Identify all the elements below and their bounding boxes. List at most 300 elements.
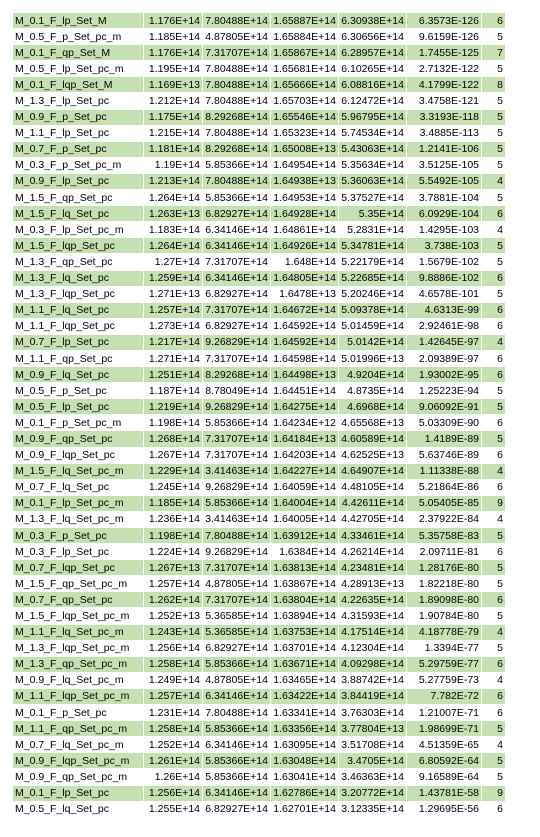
row-label-cell[interactable]: M_0.1_F_lp_Set_pc_m xyxy=(13,495,144,511)
table-row[interactable] xyxy=(13,190,506,206)
row-label-cell[interactable]: M_0.7_F_p_Set_pc xyxy=(13,141,144,157)
value-cell[interactable]: 5 xyxy=(482,254,506,270)
value-cell[interactable]: 1.63422E+14 xyxy=(271,688,339,704)
value-cell[interactable]: 4.8735E+14 xyxy=(339,383,407,399)
value-cell[interactable]: 4.48105E+14 xyxy=(339,479,407,495)
table-row[interactable] xyxy=(13,173,506,189)
value-cell[interactable]: 5.36585E+14 xyxy=(203,624,271,640)
value-cell[interactable]: 1.251E+14 xyxy=(144,367,203,383)
row-label-cell[interactable]: M_0.7_F_lqp_Set_pc xyxy=(13,560,144,576)
table-row[interactable] xyxy=(13,495,506,511)
value-cell[interactable]: 7.31707E+14 xyxy=(203,350,271,366)
value-cell[interactable]: 6.82927E+14 xyxy=(203,286,271,302)
value-cell[interactable]: 1.19E+14 xyxy=(144,157,203,173)
value-cell[interactable]: 6 xyxy=(482,318,506,334)
table-row[interactable] xyxy=(13,640,506,656)
value-cell[interactable]: 5.43063E+14 xyxy=(339,141,407,157)
value-cell[interactable]: 1.64926E+14 xyxy=(271,238,339,254)
value-cell[interactable]: 6.28957E+14 xyxy=(339,45,407,61)
table-row[interactable] xyxy=(13,705,506,721)
value-cell[interactable]: 1.267E+14 xyxy=(144,447,203,463)
value-cell[interactable]: 6 xyxy=(482,656,506,672)
table-row[interactable] xyxy=(13,383,506,399)
row-label-cell[interactable]: M_1.5_F_lqp_Set_pc xyxy=(13,238,144,254)
value-cell[interactable]: 4.33461E+14 xyxy=(339,528,407,544)
row-label-cell[interactable]: M_1.3_F_qp_Set_pc xyxy=(13,254,144,270)
table-row[interactable] xyxy=(13,672,506,688)
value-cell[interactable]: 1.258E+14 xyxy=(144,656,203,672)
value-cell[interactable]: 4.09298E+14 xyxy=(339,656,407,672)
row-label-cell[interactable]: M_0.7_F_lq_Set_pc_m xyxy=(13,737,144,753)
value-cell[interactable]: 5.0142E+14 xyxy=(339,334,407,350)
value-cell[interactable]: 7.782E-72 xyxy=(407,688,482,704)
value-cell[interactable]: 6 xyxy=(482,801,506,817)
value-cell[interactable]: 1.43781E-58 xyxy=(407,785,482,801)
value-cell[interactable]: 1.64234E+12 xyxy=(271,415,339,431)
value-cell[interactable]: 5 xyxy=(482,190,506,206)
value-cell[interactable]: 3.46363E+14 xyxy=(339,769,407,785)
value-cell[interactable]: 6 xyxy=(482,270,506,286)
value-cell[interactable]: 3.41463E+14 xyxy=(203,463,271,479)
value-cell[interactable]: 5 xyxy=(482,109,506,125)
value-cell[interactable]: 1.4295E-103 xyxy=(407,222,482,238)
value-cell[interactable]: 7.80488E+14 xyxy=(203,125,271,141)
value-cell[interactable]: 5 xyxy=(482,560,506,576)
value-cell[interactable]: 4.51359E-65 xyxy=(407,737,482,753)
value-cell[interactable]: 5 xyxy=(482,125,506,141)
value-cell[interactable]: 5.01459E+14 xyxy=(339,318,407,334)
value-cell[interactable]: 6 xyxy=(482,206,506,222)
value-cell[interactable]: 6 xyxy=(482,705,506,721)
value-cell[interactable]: 4.31593E+14 xyxy=(339,608,407,624)
row-label-cell[interactable]: M_0.1_F_lp_Set_M xyxy=(13,13,144,29)
row-label-cell[interactable]: M_0.9_F_lp_Set_pc xyxy=(13,173,144,189)
value-cell[interactable]: 1.63701E+14 xyxy=(271,640,339,656)
value-cell[interactable]: 5.35634E+14 xyxy=(339,157,407,173)
value-cell[interactable]: 5 xyxy=(482,640,506,656)
value-cell[interactable]: 4 xyxy=(482,173,506,189)
table-row[interactable] xyxy=(13,801,506,817)
row-label-cell[interactable]: M_1.1_F_lq_Set_pc xyxy=(13,302,144,318)
value-cell[interactable]: 1.648E+14 xyxy=(271,254,339,270)
value-cell[interactable]: 8.78049E+14 xyxy=(203,383,271,399)
value-cell[interactable]: 1.195E+14 xyxy=(144,61,203,77)
value-cell[interactable]: 1.64592E+14 xyxy=(271,334,339,350)
value-cell[interactable]: 1.64004E+14 xyxy=(271,495,339,511)
table-row[interactable] xyxy=(13,544,506,560)
value-cell[interactable]: 2.09711E-81 xyxy=(407,544,482,560)
value-cell[interactable]: 4 xyxy=(482,334,506,350)
value-cell[interactable]: 1.64275E+14 xyxy=(271,399,339,415)
value-cell[interactable]: 1.63465E+14 xyxy=(271,672,339,688)
value-cell[interactable]: 9.26829E+14 xyxy=(203,334,271,350)
value-cell[interactable]: 7.80488E+14 xyxy=(203,528,271,544)
value-cell[interactable]: 1.64592E+14 xyxy=(271,318,339,334)
value-cell[interactable]: 5 xyxy=(482,157,506,173)
row-label-cell[interactable]: M_1.5_F_qp_Set_pc_m xyxy=(13,576,144,592)
table-row[interactable] xyxy=(13,318,506,334)
value-cell[interactable]: 1.65323E+14 xyxy=(271,125,339,141)
value-cell[interactable]: 1.64598E+14 xyxy=(271,350,339,366)
value-cell[interactable]: 1.64861E+14 xyxy=(271,222,339,238)
value-cell[interactable]: 6.12472E+14 xyxy=(339,93,407,109)
value-cell[interactable]: 6.34146E+14 xyxy=(203,688,271,704)
value-cell[interactable]: 7.80488E+14 xyxy=(203,173,271,189)
value-cell[interactable]: 5.05405E-85 xyxy=(407,495,482,511)
value-cell[interactable]: 1.63912E+14 xyxy=(271,528,339,544)
value-cell[interactable]: 1.3394E-77 xyxy=(407,640,482,656)
value-cell[interactable]: 6.80592E-64 xyxy=(407,753,482,769)
value-cell[interactable]: 1.4189E-89 xyxy=(407,431,482,447)
value-cell[interactable]: 5.36585E+14 xyxy=(203,608,271,624)
value-cell[interactable]: 1.187E+14 xyxy=(144,383,203,399)
value-cell[interactable]: 1.64184E+13 xyxy=(271,431,339,447)
value-cell[interactable]: 4 xyxy=(482,463,506,479)
value-cell[interactable]: 6.08816E+14 xyxy=(339,77,407,93)
value-cell[interactable]: 1.65887E+14 xyxy=(271,13,339,29)
value-cell[interactable]: 4 xyxy=(482,511,506,527)
table-row[interactable] xyxy=(13,334,506,350)
value-cell[interactable]: 1.63813E+14 xyxy=(271,560,339,576)
value-cell[interactable]: 3.12335E+14 xyxy=(339,801,407,817)
value-cell[interactable]: 1.63671E+14 xyxy=(271,656,339,672)
row-label-cell[interactable]: M_0.9_F_qp_Set_pc_m xyxy=(13,769,144,785)
value-cell[interactable]: 1.2141E-106 xyxy=(407,141,482,157)
value-cell[interactable]: 5.85366E+14 xyxy=(203,157,271,173)
value-cell[interactable]: 3.3193E-118 xyxy=(407,109,482,125)
table-row[interactable] xyxy=(13,286,506,302)
table-row[interactable] xyxy=(13,270,506,286)
value-cell[interactable]: 1.26E+14 xyxy=(144,769,203,785)
value-cell[interactable]: 3.738E-103 xyxy=(407,238,482,254)
value-cell[interactable]: 1.64451E+14 xyxy=(271,383,339,399)
table-row[interactable] xyxy=(13,463,506,479)
value-cell[interactable]: 1.273E+14 xyxy=(144,318,203,334)
value-cell[interactable]: 1.65703E+14 xyxy=(271,93,339,109)
value-cell[interactable]: 1.64938E+13 xyxy=(271,173,339,189)
table-row[interactable] xyxy=(13,608,506,624)
value-cell[interactable]: 6.34146E+14 xyxy=(203,222,271,238)
value-cell[interactable]: 1.236E+14 xyxy=(144,511,203,527)
value-cell[interactable]: 1.6384E+14 xyxy=(271,544,339,560)
table-row[interactable] xyxy=(13,511,506,527)
value-cell[interactable]: 1.90784E-80 xyxy=(407,608,482,624)
row-label-cell[interactable]: M_0.5_F_lq_Set_pc xyxy=(13,801,144,817)
value-cell[interactable]: 5 xyxy=(482,286,506,302)
value-cell[interactable]: 8.29268E+14 xyxy=(203,141,271,157)
table-row[interactable] xyxy=(13,624,506,640)
value-cell[interactable]: 1.263E+13 xyxy=(144,206,203,222)
value-cell[interactable]: 4.87805E+14 xyxy=(203,29,271,45)
value-cell[interactable]: 1.89098E-80 xyxy=(407,592,482,608)
table-row[interactable] xyxy=(13,302,506,318)
row-label-cell[interactable]: M_0.9_F_lq_Set_pc xyxy=(13,367,144,383)
value-cell[interactable]: 9.26829E+14 xyxy=(203,479,271,495)
value-cell[interactable]: 1.63048E+14 xyxy=(271,753,339,769)
row-label-cell[interactable]: M_0.5_F_lp_Set_pc_m xyxy=(13,61,144,77)
value-cell[interactable]: 3.4885E-113 xyxy=(407,125,482,141)
row-label-cell[interactable]: M_0.1_F_lqp_Set_M xyxy=(13,77,144,93)
value-cell[interactable]: 5.85366E+14 xyxy=(203,656,271,672)
value-cell[interactable]: 1.243E+14 xyxy=(144,624,203,640)
value-cell[interactable]: 7.80488E+14 xyxy=(203,705,271,721)
value-cell[interactable]: 9.06092E-91 xyxy=(407,399,482,415)
value-cell[interactable]: 9.8886E-102 xyxy=(407,270,482,286)
table-row[interactable] xyxy=(13,721,506,737)
table-row[interactable] xyxy=(13,206,506,222)
value-cell[interactable]: 1.63753E+14 xyxy=(271,624,339,640)
value-cell[interactable]: 4.6968E+14 xyxy=(339,399,407,415)
value-cell[interactable]: 1.21007E-71 xyxy=(407,705,482,721)
value-cell[interactable]: 5.2831E+14 xyxy=(339,222,407,238)
value-cell[interactable]: 6.82927E+14 xyxy=(203,801,271,817)
value-cell[interactable]: 4 xyxy=(482,737,506,753)
value-cell[interactable]: 1.231E+14 xyxy=(144,705,203,721)
value-cell[interactable]: 1.181E+14 xyxy=(144,141,203,157)
value-cell[interactable]: 4.65568E+13 xyxy=(339,415,407,431)
value-cell[interactable]: 6 xyxy=(482,479,506,495)
value-cell[interactable]: 1.27E+14 xyxy=(144,254,203,270)
value-cell[interactable]: 6 xyxy=(482,688,506,704)
value-cell[interactable]: 9.6159E-126 xyxy=(407,29,482,45)
value-cell[interactable]: 4.62525E+13 xyxy=(339,447,407,463)
value-cell[interactable]: 4.42705E+14 xyxy=(339,511,407,527)
value-cell[interactable]: 1.252E+14 xyxy=(144,737,203,753)
value-cell[interactable]: 1.93002E-95 xyxy=(407,367,482,383)
value-cell[interactable]: 1.176E+14 xyxy=(144,13,203,29)
value-cell[interactable]: 9.26829E+14 xyxy=(203,399,271,415)
value-cell[interactable]: 7.31707E+14 xyxy=(203,254,271,270)
value-cell[interactable]: 4 xyxy=(482,672,506,688)
value-cell[interactable]: 7.80488E+14 xyxy=(203,77,271,93)
value-cell[interactable]: 5 xyxy=(482,141,506,157)
value-cell[interactable]: 4.87805E+14 xyxy=(203,672,271,688)
value-cell[interactable]: 1.5679E-102 xyxy=(407,254,482,270)
value-cell[interactable]: 6.30938E+14 xyxy=(339,13,407,29)
value-cell[interactable]: 6.34146E+14 xyxy=(203,270,271,286)
value-cell[interactable]: 5.36063E+14 xyxy=(339,173,407,189)
value-cell[interactable]: 7 xyxy=(482,45,506,61)
value-cell[interactable]: 1.229E+14 xyxy=(144,463,203,479)
row-label-cell[interactable]: M_0.5_F_p_Set_pc_m xyxy=(13,29,144,45)
value-cell[interactable]: 1.215E+14 xyxy=(144,125,203,141)
value-cell[interactable]: 1.64672E+14 xyxy=(271,302,339,318)
value-cell[interactable]: 1.64954E+14 xyxy=(271,157,339,173)
value-cell[interactable]: 5 xyxy=(482,576,506,592)
value-cell[interactable]: 5.29759E-77 xyxy=(407,656,482,672)
value-cell[interactable]: 3.4705E+14 xyxy=(339,753,407,769)
value-cell[interactable]: 5.85366E+14 xyxy=(203,415,271,431)
value-cell[interactable]: 3.77804E+13 xyxy=(339,721,407,737)
value-cell[interactable]: 1.65884E+14 xyxy=(271,29,339,45)
value-cell[interactable]: 1.7455E-125 xyxy=(407,45,482,61)
row-label-cell[interactable]: M_0.3_F_p_Set_pc xyxy=(13,528,144,544)
row-label-cell[interactable]: M_0.9_F_lqp_Set_pc xyxy=(13,447,144,463)
value-cell[interactable]: 8.29268E+14 xyxy=(203,367,271,383)
value-cell[interactable]: 1.64059E+14 xyxy=(271,479,339,495)
table-row[interactable] xyxy=(13,785,506,801)
value-cell[interactable]: 5 xyxy=(482,431,506,447)
value-cell[interactable]: 9.26829E+14 xyxy=(203,544,271,560)
value-cell[interactable]: 5 xyxy=(482,528,506,544)
value-cell[interactable]: 5.85366E+14 xyxy=(203,769,271,785)
row-label-cell[interactable]: M_1.3_F_qp_Set_pc_m xyxy=(13,656,144,672)
table-row[interactable] xyxy=(13,769,506,785)
table-row[interactable] xyxy=(13,350,506,366)
row-label-cell[interactable]: M_1.3_F_lqp_Set_pc_m xyxy=(13,640,144,656)
value-cell[interactable]: 1.198E+14 xyxy=(144,528,203,544)
value-cell[interactable]: 1.63041E+14 xyxy=(271,769,339,785)
value-cell[interactable]: 2.09389E-97 xyxy=(407,350,482,366)
value-cell[interactable]: 4.9204E+14 xyxy=(339,367,407,383)
row-label-cell[interactable]: M_0.1_F_p_Set_pc xyxy=(13,705,144,721)
value-cell[interactable]: 5.21864E-86 xyxy=(407,479,482,495)
table-row[interactable] xyxy=(13,141,506,157)
value-cell[interactable]: 7.80488E+14 xyxy=(203,93,271,109)
value-cell[interactable]: 5.63746E-89 xyxy=(407,447,482,463)
row-label-cell[interactable]: M_0.5_F_lp_Set_pc xyxy=(13,399,144,415)
value-cell[interactable]: 1.65008E+13 xyxy=(271,141,339,157)
value-cell[interactable]: 3.5125E-105 xyxy=(407,157,482,173)
value-cell[interactable]: 5.22685E+14 xyxy=(339,270,407,286)
table-row[interactable] xyxy=(13,45,506,61)
value-cell[interactable]: 7.31707E+14 xyxy=(203,447,271,463)
table-row[interactable] xyxy=(13,157,506,173)
value-cell[interactable]: 5.85366E+14 xyxy=(203,753,271,769)
value-cell[interactable]: 1.257E+14 xyxy=(144,688,203,704)
value-cell[interactable]: 6.30656E+14 xyxy=(339,29,407,45)
value-cell[interactable]: 5.85366E+14 xyxy=(203,495,271,511)
value-cell[interactable]: 1.213E+14 xyxy=(144,173,203,189)
value-cell[interactable]: 7.31707E+14 xyxy=(203,302,271,318)
row-label-cell[interactable]: M_1.5_F_qp_Set_pc xyxy=(13,190,144,206)
value-cell[interactable]: 8.29268E+14 xyxy=(203,109,271,125)
row-label-cell[interactable]: M_0.3_F_lp_Set_pc_m xyxy=(13,222,144,238)
value-cell[interactable]: 4 xyxy=(482,222,506,238)
table-row[interactable] xyxy=(13,737,506,753)
value-cell[interactable]: 7.80488E+14 xyxy=(203,61,271,77)
value-cell[interactable]: 7.31707E+14 xyxy=(203,431,271,447)
table-row[interactable] xyxy=(13,61,506,77)
row-label-cell[interactable]: M_1.1_F_lp_Set_pc xyxy=(13,125,144,141)
row-label-cell[interactable]: M_1.3_F_lp_Set_pc xyxy=(13,93,144,109)
value-cell[interactable]: 1.65681E+14 xyxy=(271,61,339,77)
row-label-cell[interactable]: M_1.1_F_lqp_Set_pc_m xyxy=(13,688,144,704)
value-cell[interactable]: 4.6313E-99 xyxy=(407,302,482,318)
value-cell[interactable]: 9 xyxy=(482,495,506,511)
table-row[interactable] xyxy=(13,528,506,544)
row-label-cell[interactable]: M_0.7_F_lp_Set_pc xyxy=(13,334,144,350)
value-cell[interactable]: 1.63095E+14 xyxy=(271,737,339,753)
row-label-cell[interactable]: M_1.5_F_lq_Set_pc xyxy=(13,206,144,222)
value-cell[interactable]: 1.63356E+14 xyxy=(271,721,339,737)
table-row[interactable] xyxy=(13,656,506,672)
value-cell[interactable]: 5 xyxy=(482,399,506,415)
value-cell[interactable]: 1.198E+14 xyxy=(144,415,203,431)
value-cell[interactable]: 5.22179E+14 xyxy=(339,254,407,270)
value-cell[interactable]: 1.256E+14 xyxy=(144,640,203,656)
value-cell[interactable]: 3.88742E+14 xyxy=(339,672,407,688)
value-cell[interactable]: 5 xyxy=(482,29,506,45)
value-cell[interactable]: 1.82218E-80 xyxy=(407,576,482,592)
value-cell[interactable]: 1.98699E-71 xyxy=(407,721,482,737)
row-label-cell[interactable]: M_1.5_F_lqp_Set_pc_m xyxy=(13,608,144,624)
value-cell[interactable]: 1.261E+14 xyxy=(144,753,203,769)
value-cell[interactable]: 6.34146E+14 xyxy=(203,785,271,801)
value-cell[interactable]: 1.42645E-97 xyxy=(407,334,482,350)
row-label-cell[interactable]: M_1.3_F_lq_Set_pc_m xyxy=(13,511,144,527)
table-row[interactable] xyxy=(13,93,506,109)
value-cell[interactable]: 6.34146E+14 xyxy=(203,238,271,254)
value-cell[interactable]: 1.271E+14 xyxy=(144,350,203,366)
row-label-cell[interactable]: M_1.3_F_lq_Set_pc xyxy=(13,270,144,286)
value-cell[interactable]: 1.185E+14 xyxy=(144,29,203,45)
table-row[interactable] xyxy=(13,125,506,141)
row-label-cell[interactable]: M_0.9_F_lqp_Set_pc_m xyxy=(13,753,144,769)
row-label-cell[interactable]: M_0.3_F_lp_Set_pc xyxy=(13,544,144,560)
value-cell[interactable]: 1.64227E+14 xyxy=(271,463,339,479)
table-row[interactable] xyxy=(13,753,506,769)
table-row[interactable] xyxy=(13,13,506,29)
value-cell[interactable]: 3.51708E+14 xyxy=(339,737,407,753)
value-cell[interactable]: 1.262E+14 xyxy=(144,592,203,608)
value-cell[interactable]: 1.62786E+14 xyxy=(271,785,339,801)
value-cell[interactable]: 1.63867E+14 xyxy=(271,576,339,592)
value-cell[interactable]: 1.64203E+14 xyxy=(271,447,339,463)
value-cell[interactable]: 4.26214E+14 xyxy=(339,544,407,560)
value-cell[interactable]: 8 xyxy=(482,77,506,93)
value-cell[interactable]: 4.87805E+14 xyxy=(203,576,271,592)
value-cell[interactable]: 5 xyxy=(482,238,506,254)
value-cell[interactable]: 1.29695E-56 xyxy=(407,801,482,817)
value-cell[interactable]: 1.264E+14 xyxy=(144,190,203,206)
value-cell[interactable]: 5.96795E+14 xyxy=(339,109,407,125)
value-cell[interactable]: 1.217E+14 xyxy=(144,334,203,350)
value-cell[interactable]: 1.63894E+14 xyxy=(271,608,339,624)
value-cell[interactable]: 5 xyxy=(482,721,506,737)
value-cell[interactable]: 1.258E+14 xyxy=(144,721,203,737)
table-row[interactable] xyxy=(13,77,506,93)
value-cell[interactable]: 4 xyxy=(482,624,506,640)
table-row[interactable] xyxy=(13,479,506,495)
value-cell[interactable]: 9 xyxy=(482,785,506,801)
value-cell[interactable]: 1.245E+14 xyxy=(144,479,203,495)
table-row[interactable] xyxy=(13,222,506,238)
value-cell[interactable]: 1.65666E+14 xyxy=(271,77,339,93)
value-cell[interactable]: 3.84419E+14 xyxy=(339,688,407,704)
row-label-cell[interactable]: M_0.9_F_p_Set_pc xyxy=(13,109,144,125)
value-cell[interactable]: 6.82927E+14 xyxy=(203,206,271,222)
value-cell[interactable]: 2.92461E-98 xyxy=(407,318,482,334)
value-cell[interactable]: 1.267E+13 xyxy=(144,560,203,576)
table-row[interactable] xyxy=(13,399,506,415)
table-row[interactable] xyxy=(13,431,506,447)
value-cell[interactable]: 5.5492E-105 xyxy=(407,173,482,189)
value-cell[interactable]: 1.212E+14 xyxy=(144,93,203,109)
value-cell[interactable]: 1.11338E-88 xyxy=(407,463,482,479)
table-row[interactable] xyxy=(13,367,506,383)
value-cell[interactable]: 1.6478E+13 xyxy=(271,286,339,302)
value-cell[interactable]: 1.63804E+14 xyxy=(271,592,339,608)
value-cell[interactable]: 7.80488E+14 xyxy=(203,13,271,29)
value-cell[interactable]: 4.18778E-79 xyxy=(407,624,482,640)
row-label-cell[interactable]: M_0.7_F_qp_Set_pc xyxy=(13,592,144,608)
value-cell[interactable]: 4.22635E+14 xyxy=(339,592,407,608)
value-cell[interactable]: 2.7132E-122 xyxy=(407,61,482,77)
value-cell[interactable]: 6.34146E+14 xyxy=(203,737,271,753)
value-cell[interactable]: 1.65867E+14 xyxy=(271,45,339,61)
value-cell[interactable]: 1.64005E+14 xyxy=(271,511,339,527)
